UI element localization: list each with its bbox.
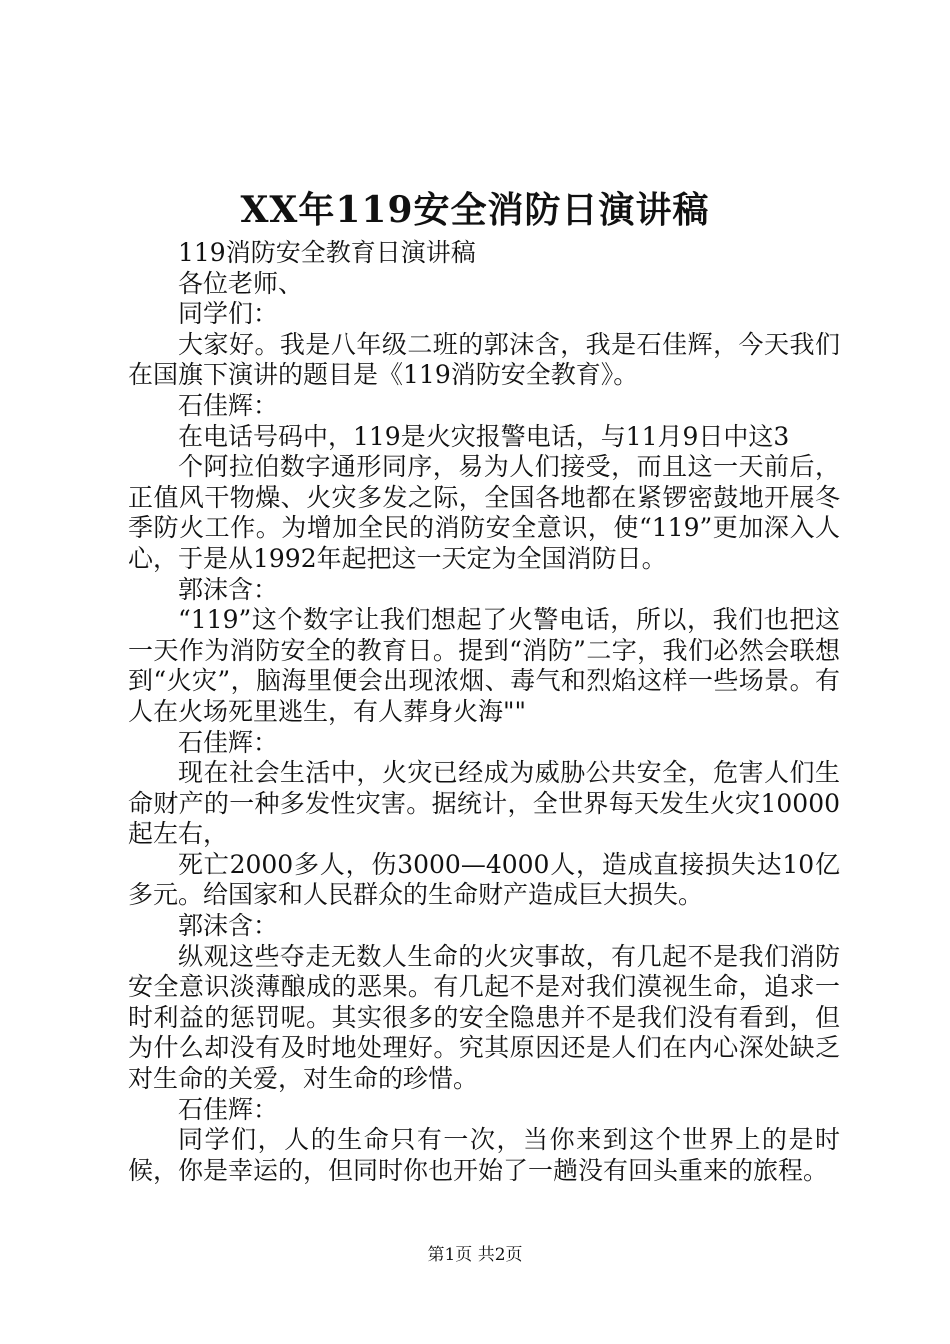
paragraph: 119消防安全教育日演讲稿 (178, 238, 476, 267)
paragraph: 石佳辉： (178, 390, 279, 420)
paragraph: 同学们，人的生命只有一次，当你来到这个世界上的是时候，你是幸运的，但同时你也开始了一趟没有回头重来的旅程。 (128, 1125, 840, 1185)
paragraph: 在电话号码中，119是火灾报警电话，与11月9日中这3 (178, 421, 790, 451)
paragraph: 大家好。我是八年级二班的郭沫含，我是石佳辉，今天我们在国旗下演讲的题目是《119消防安全教育》。 (128, 329, 840, 390)
paragraph: 死亡2000多人，伤3000—4000人，造成直接损失达10亿多元。给国家和人民群众的生命财产造成巨大损失。 (128, 849, 840, 910)
paragraph: 个阿拉伯数字通形同序，易为人们接受，而且这一天前后，正值风干物燥、火灾多发之际，全国各地都在紧锣密鼓地开展冬季防火工作。为增加全民的消防安全意识，使“119”更加深入人心，于是从1992年起把这一天定为全国消防日。 (128, 452, 840, 573)
paragraph: 各位老师、 (178, 268, 304, 298)
paragraph: 纵观这些夺走无数人生命的火灾事故，有几起不是我们消防安全意识淡薄酿成的恶果。有几起不是对我们漠视生命，追求一时利益的惩罚呢。其实很多的安全隐患并不是我们没有看到，但为什么却没有及时地处理好。究其原因还是人们在内心深处缺乏对生命的关爱，对生命的珍惜。 (128, 941, 840, 1094)
paragraph: “119”这个数字让我们想起了火警电话，所以，我们也把这一天作为消防安全的教育日。提到“消防”二字，我们必然会联想到“火灾”，脑海里便会出现浓烟、毒气和烈焰这样一些场景。有人在火场死里逃生，有人葬身火海"" (128, 605, 840, 726)
document-body (128, 238, 840, 1186)
paragraph: 现在社会生活中，火灾已经成为威胁公共安全，危害人们生命财产的一种多发性灾害。据统计，全世界每天发生火灾10000起左右， (128, 758, 840, 849)
document-title: XX年119安全消防日演讲稿 (240, 189, 710, 231)
paragraph: 石佳辉： (178, 1094, 279, 1124)
page-footer: 第1页 共2页 (427, 1245, 523, 1265)
paragraph: 石佳辉： (178, 727, 279, 757)
paragraph: 郭沫含： (178, 911, 279, 941)
paragraph: 同学们： (178, 299, 279, 329)
paragraph: 郭沫含： (178, 574, 279, 604)
